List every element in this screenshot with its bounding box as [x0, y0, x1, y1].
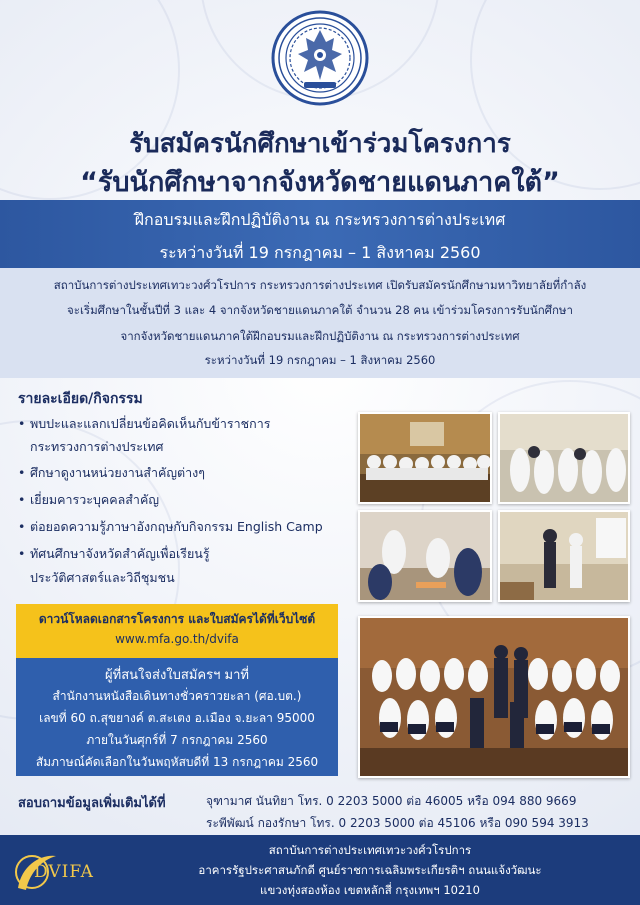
- activity-item: [18, 568, 175, 588]
- poster-title: รับสมัครนักศึกษาเข้าร่วมโครงการ: [129, 129, 511, 159]
- project-name: “รับนักศึกษาจากจังหวัดชายแดนภาคใต้”: [80, 167, 560, 198]
- activity-text: ประวัติศาสตร์และวิถีชุมชน: [30, 570, 175, 585]
- ministry-seal-icon: [262, 8, 378, 108]
- footer-text: แขวงทุ่งสองห้อง เขตหลักสี่ กรุงเทพฯ 10210: [260, 883, 480, 897]
- intro-text: ระหว่างวันที่ 19 กรกฎาคม – 1 สิงหาคม 2560: [204, 353, 436, 367]
- activity-text: กระทรวงการต่างประเทศ: [30, 439, 164, 454]
- activity-item: • ต่อยอดความรู้ภาษาอังกฤษกับกิจกรรม English Camp: [18, 519, 323, 534]
- application-text: ภายในวันศุกร์ที่ 7 กรกฎาคม 2560: [86, 733, 268, 747]
- activity-item: • ศึกษาดูงานหน่วยงานสำคัญต่างๆ: [18, 465, 205, 480]
- application-text: ผู้ที่สนใจส่งใบสมัครฯ มาที่: [105, 668, 249, 683]
- english-camp-photo: [358, 510, 492, 602]
- band-subtitle: ฝึกอบรมและฝึกปฏิบัติงาน ณ กระทรวงการต่างประเทศ: [134, 210, 506, 229]
- application-text: สำนักงานหนังสือเดินทางชั่วคราวยะลา (ศอ.บต.): [52, 689, 302, 703]
- application-text: สัมภาษณ์คัดเลือกในวันพฤหัสบดีที่ 13 กรกฎาคม 2560: [35, 755, 319, 769]
- group-photo: [358, 616, 630, 778]
- intro-text: จากจังหวัดชายแดนภาคใต้ฝึกอบรมและฝึกปฏิบัติงาน ณ กระทรวงการต่างประเทศ: [120, 329, 520, 343]
- contact-person: ระพีพัฒน์ กองรักษา โทร. 0 2203 5000 ต่อ 45106 หรือ 090 594 3913: [206, 816, 589, 830]
- activity-item: • เยี่ยมคารวะบุคคลสำคัญ: [18, 492, 159, 507]
- band-dates: ระหว่างวันที่ 19 กรกฎาคม – 1 สิงหาคม 2560: [159, 243, 481, 262]
- details-heading: รายละเอียด/กิจกรรม: [18, 391, 143, 407]
- activity-item: • พบปะและแลกเปลี่ยนข้อคิดเห็นกับข้าราชการ: [18, 416, 271, 431]
- contact-person: จุฑามาศ นันทิยา โทร. 0 2203 5000 ต่อ 46005 หรือ 094 880 9669: [206, 794, 577, 808]
- activity-text: ต่อยอดความรู้ภาษาอังกฤษกับกิจกรรม English Camp: [30, 519, 323, 534]
- study-visit-photo: [498, 412, 630, 504]
- activity-item: [18, 437, 163, 457]
- activity-text: ศึกษาดูงานหน่วยงานสำคัญต่างๆ: [30, 465, 205, 480]
- presentation-photo: [498, 510, 630, 602]
- footer-text: สถาบันการต่างประเทศเทวะวงศ์วโรปการ: [268, 843, 472, 857]
- application-text: เลขที่ 60 ถ.สุขยางค์ ต.สะเตง อ.เมือง จ.ยะลา 95000: [39, 711, 315, 725]
- footer-logo-text: DVIFA: [34, 862, 94, 882]
- activity-text: พบปะและแลกเปลี่ยนข้อคิดเห็นกับข้าราชการ: [30, 416, 271, 431]
- intro-text: สถาบันการต่างประเทศเทวะวงศ์วโรปการ กระทรวงการต่างประเทศ เปิดรับสมัครนักศึกษามหาวิทยาลัยที่กำลัง: [53, 278, 587, 292]
- activity-item: • ทัศนศึกษาจังหวัดสำคัญเพื่อเรียนรู้: [18, 546, 210, 561]
- activity-text: เยี่ยมคารวะบุคคลสำคัญ: [30, 492, 159, 507]
- meeting-photo: [358, 412, 492, 504]
- footer-text: อาคารรัฐประศาสนภักดี ศูนย์ราชการเฉลิมพระเกียรติฯ ถนนแจ้งวัฒนะ: [198, 863, 542, 877]
- contact-label: สอบถามข้อมูลเพิ่มเติมได้ที่: [18, 796, 166, 811]
- intro-text: จะเริ่มศึกษาในชั้นปีที่ 3 และ 4 จากจังหวัดชายแดนภาคใต้ จำนวน 28 คน เข้าร่วมโครงการรับนักศึกษา: [67, 303, 573, 317]
- activity-text: ทัศนศึกษาจังหวัดสำคัญเพื่อเรียนรู้: [30, 546, 210, 561]
- download-link[interactable]: www.mfa.go.th/dvifa: [115, 632, 239, 646]
- download-text: ดาวน์โหลดเอกสารโครงการ และใบสมัครได้ที่เว็บไซต์: [38, 612, 316, 626]
